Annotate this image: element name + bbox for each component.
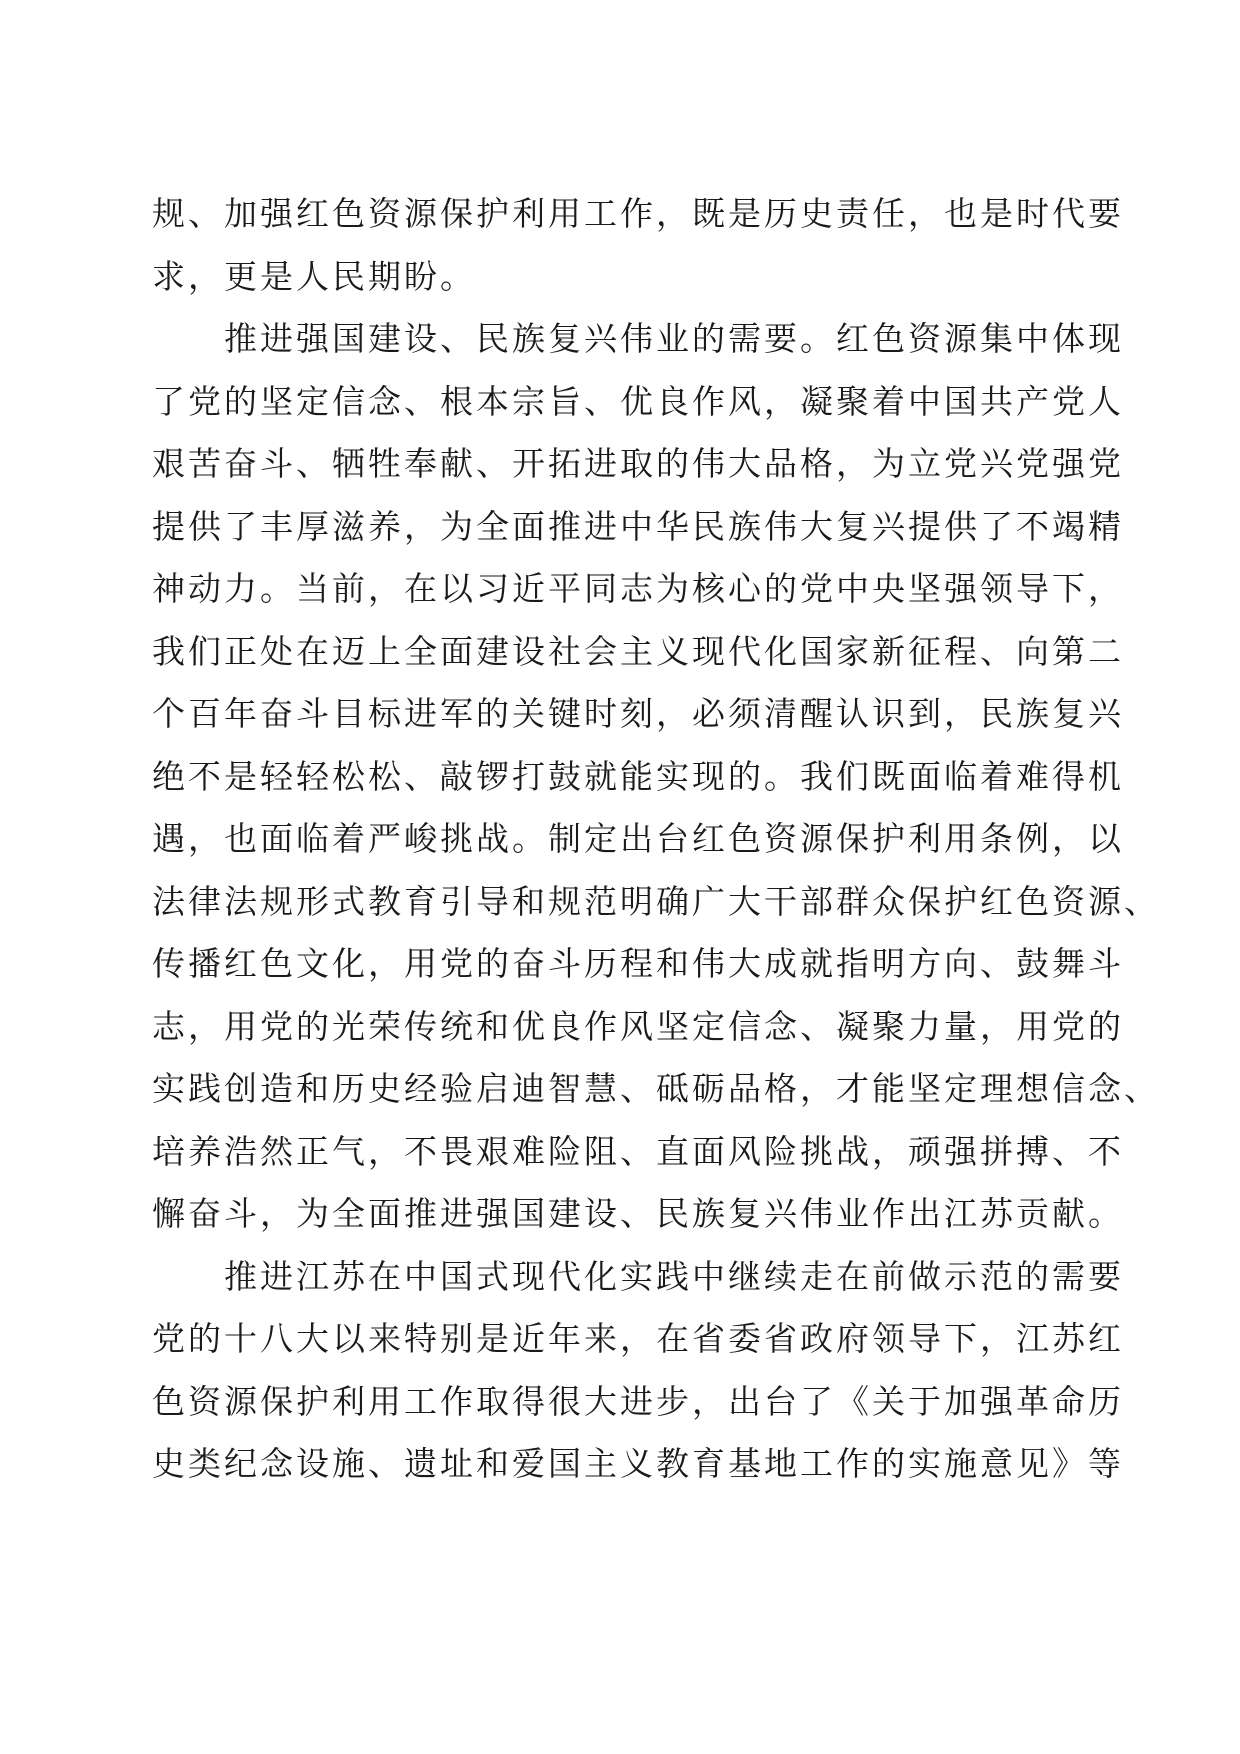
paragraph-start-line: 推进江苏在中国式现代化实践中继续走在前做示范的需要	[224, 1256, 1124, 1296]
text-line: 神动力。当前，在以习近平同志为核心的党中央坚强领导下，	[152, 569, 1124, 608]
body-text	[152, 183, 1160, 1496]
text-line: 党的十八大以来特别是近年来，在省委省政府领导下，江苏红	[152, 1319, 1124, 1358]
text-line: 懈奋斗，为全面推进强国建设、民族复兴伟业作出江苏贡献。	[152, 1194, 1124, 1233]
text-line: 培养浩然正气，不畏艰难险阻、直面风险挑战，顽强拼搏、不	[152, 1131, 1124, 1171]
text-line: 规、加强红色资源保护利用工作，既是历史责任，也是时代要	[152, 194, 1124, 233]
text-line: 遇，也面临着严峻挑战。制定出台红色资源保护利用条例，以	[152, 819, 1124, 858]
text-line: 志，用党的光荣传统和优良作风坚定信念、凝聚力量，用党的	[152, 1006, 1124, 1046]
text-line: 提供了丰厚滋养，为全面推进中华民族伟大复兴提供了不竭精	[152, 506, 1124, 546]
text-line: 色资源保护利用工作取得很大进步，出台了《关于加强革命历	[152, 1381, 1124, 1421]
text-line: 艰苦奋斗、牺牲奉献、开拓进取的伟大品格，为立党兴党强党	[152, 444, 1124, 483]
text-line: 实践创造和历史经验启迪智慧、砥砺品格，才能坚定理想信念、	[152, 1069, 1160, 1108]
text-line: 传播红色文化，用党的奋斗历程和伟大成就指明方向、鼓舞斗	[152, 944, 1124, 983]
text-line: 绝不是轻轻松松、敲锣打鼓就能实现的。我们既面临着难得机	[152, 756, 1124, 796]
text-line: 了党的坚定信念、根本宗旨、优良作风，凝聚着中国共产党人	[152, 381, 1124, 421]
text-line: 我们正处在迈上全面建设社会主义现代化国家新征程、向第二	[152, 631, 1124, 671]
text-line: 法律法规形式教育引导和规范明确广大干部群众保护红色资源、	[152, 881, 1160, 921]
paragraph-start-line: 推进强国建设、民族复兴伟业的需要。红色资源集中体现	[224, 319, 1124, 358]
text-line: 求，更是人民期盼。	[152, 256, 476, 296]
text-line: 史类纪念设施、遗址和爱国主义教育基地工作的实施意见》等	[152, 1444, 1124, 1483]
text-line: 个百年奋斗目标进军的关键时刻，必须清醒认识到，民族复兴	[152, 694, 1124, 733]
